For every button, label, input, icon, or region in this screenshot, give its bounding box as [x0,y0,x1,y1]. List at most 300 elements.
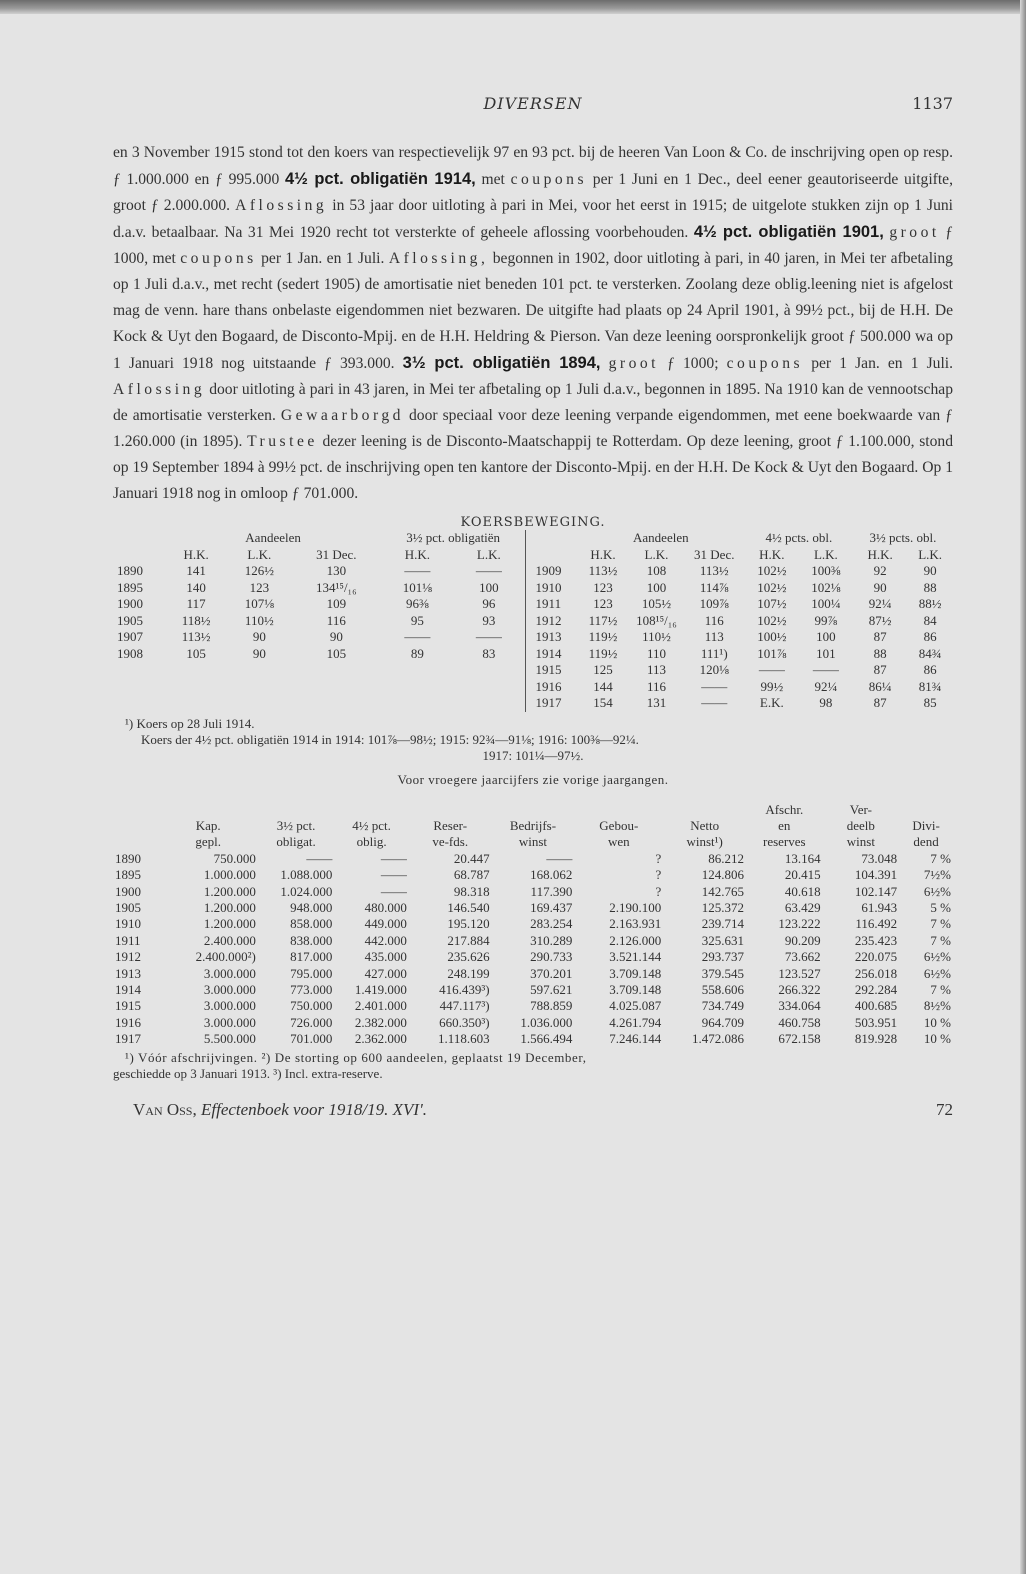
table-cell: —— [404,563,431,578]
paragraph [113,140,953,507]
table-row [113,867,953,883]
table-cell: 169.437 [530,899,573,915]
column-header: oblig. [356,834,387,850]
column-header: H.K. [404,546,431,562]
table-cell: 2.163.931 [609,916,662,932]
table-cell: 116.492 [855,916,898,932]
table-cell: 113½ [588,563,618,578]
table-cell: 90 [329,629,343,644]
spaced-term: Aflossing [113,381,206,398]
table-cell: 325.631 [701,932,745,948]
column-header [492,802,575,818]
table-cell: 1.024.000 [280,883,333,899]
table-cell: 109 [326,596,347,611]
table-cell: 449.000 [364,916,407,932]
year-cell: 1917 [535,695,562,710]
group-header: Aandeelen [245,530,301,545]
table-cell: 90 [252,645,266,661]
group-header: Aandeelen [633,530,689,545]
table-cell: 113½ [181,629,211,644]
table-cell: 239.714 [701,916,745,932]
column-header: Kap. [195,817,221,833]
spaced-term: Aflossing [235,197,328,214]
table-cell: 116 [646,678,666,694]
section-heading-4half-1901: 4½ pct. obligatiën 1901, [693,223,884,241]
table-cell: 819.928 [854,1031,898,1047]
table-cell: 98 [819,695,833,710]
table-row [113,982,953,998]
table-cell: 3.709.148 [609,965,662,981]
text-run: met [475,171,511,188]
year-cell: 1913 [115,965,141,981]
table-cell: 1.566.494 [520,1031,573,1047]
table-cell: 100½ [757,629,787,644]
spaced-term: Aflossing, [388,250,489,267]
column-header [334,802,408,818]
table-cell: 1.000.000 [203,867,256,883]
table-row [113,629,525,646]
table-cell: 4.025.087 [609,998,662,1014]
table-cell: 141 [186,563,206,578]
spaced-term: Trustee [247,433,318,450]
year-cell: 1905 [117,612,143,628]
table-cell: 4.261.794 [609,1014,662,1030]
koersbeweging-left [113,530,526,712]
year-cell: 1911 [115,932,141,948]
table-cell: E.K. [759,695,784,710]
table-row [113,1015,953,1031]
note-line: Koers der 4½ pct. obligatiën 1914 in 1914: 101⅞—98½; 1915: 92¾—91⅛; 1916: 100⅜—92¼. [141,731,639,747]
table-cell: 86 [923,662,937,677]
table-cell: 86.212 [708,850,745,866]
table-cell: 293.737 [701,949,745,965]
table-cell: 334.064 [778,998,821,1014]
table-cell: 117½ [588,612,618,628]
footnote: geschiedde op 3 Januari 1913. ³) Incl. extra-reserve. [113,1065,383,1081]
table-cell: 100 [816,629,836,644]
scan-right-edge [1020,0,1026,1574]
table-cell: 92 [873,563,887,578]
column-header: reserves [763,834,806,850]
text-run: begonnen in 1902, door uitloting à pari, in 40 jaren, in Mei ter afbetaling op 1 Juli d.a.v., met recht (sedert 1905) de amortisatie niet beneden 101 pct. te versterken. Zoolang deze oblig.leening niet is afgelost mag de venn. hare thans onbelaste eigendommen niet bezwaren. De uitgifte had plaats op 24 April 1901, à 99½ pct., bij de H.H. De Kock & Uyt den Bogaard, de Disconto-Mpij. en de H.H. Heldring & Pierson. Van deze leening oorspronkelijk groot ƒ 500.000 wa op 1 Januari 1918 nog uitstaande ƒ 393.000. [113,250,953,372]
koersbeweging-table [113,530,953,712]
table-cell: 109⅞ [699,596,729,611]
column-header: Ver- [849,801,872,817]
table-row [532,629,953,646]
year-cell: 1900 [115,883,141,899]
table-cell: 248.199 [447,965,490,981]
table-row [532,646,953,663]
table-cell: 292.284 [854,981,898,997]
column-header: winst [846,834,875,850]
body-text [113,140,953,507]
column-header-row [532,547,953,564]
table-cell: 3.000.000 [203,981,256,997]
column-header: Gebou- [599,817,639,833]
group-header-row [532,530,953,547]
table-row [113,900,953,916]
column-header: gepl. [195,834,221,850]
table-cell: 117.390 [530,883,573,899]
table-cell: 61.943 [861,899,898,915]
table-cell: —— [475,629,502,644]
table-cell: 87 [873,662,887,677]
table-cell: 102⅛ [811,579,841,595]
year-cell: 1907 [117,629,143,644]
table-cell: 3.000.000 [203,998,256,1014]
spaced-term: Gewaarborgd [280,407,404,424]
table-cell: —— [380,867,407,883]
table-cell: 220.075 [854,949,898,965]
table-cell: —— [475,563,502,578]
koers-notes [113,716,953,788]
table-cell: 111¹) [700,645,728,661]
group-header: 4½ pcts. obl. [765,530,833,545]
book-title: Effectenboek voor 1918/19. [200,1099,389,1119]
table-cell: 7 % [930,916,951,932]
text-run: en 3 November 1915 stond tot den koers van respectievelijk 97 en 93 pct. bij de heeren Van Loon & Co. de inschrijving open op resp. ƒ 1.000.000 en ƒ 995.000 [113,144,953,188]
column-header: Bedrijfs- [509,817,557,833]
column-header-row [113,547,525,564]
table-row [113,646,525,663]
table-cell: 3.709.148 [609,981,662,997]
table-row [113,851,953,867]
table-row [113,580,525,597]
spaced-term: groot [889,224,940,241]
table-row [113,933,953,949]
year-cell: 1914 [535,645,562,661]
year-cell: 1915 [535,662,562,677]
year-cell: 1900 [117,596,143,611]
table-cell: 435.000 [364,949,407,965]
table-cell: 100 [479,579,499,595]
table-cell: 101⅞ [757,645,787,661]
table-cell: 86 [923,629,937,644]
table-cell: 108 [646,563,667,578]
text-run: door uitloting à pari in 43 jaren, in Mei ter afbetaling op 1 Juli d.a.v., begonnen in 1895. Na 1910 kan de vennootschap de amortisatie versterken. [113,381,953,424]
table-cell: 90.209 [784,932,821,948]
table-cell: 283.254 [530,916,573,932]
table-cell: 6½% [923,965,951,981]
column-header: obligat. [276,834,316,850]
column-header: H.K. [867,546,893,562]
section-heading-3half-1894: 3½ pct. obligatiën 1894, [402,354,601,372]
group-header: 3½ pcts. obl. [869,530,937,545]
table-cell: 788.859 [530,998,573,1014]
table-cell: 773.000 [290,981,333,997]
text-run: dezer leening is de Disconto-Maatschappij te Rotterdam. Op deze leening, groot ƒ 1.100.000, stond op 19 September 1894 à 99½ pct. de inschrijving open ten kantore der Disconto-Mpij. en der H.H. De Kock & Uyt den Bogaard. Op 1 Januari 1918 nog in omloop ƒ 701.000. [113,433,954,502]
column-header: wen [607,834,630,850]
table-cell: 113 [704,629,724,644]
table-cell: 1.200.000 [203,899,256,915]
table-cell: 750.000 [213,850,256,866]
table-cell: 817.000 [290,949,333,965]
table-cell: 480.000 [364,899,407,915]
table-cell: 107½ [757,596,787,611]
table-cell: 108¹⁵/₁₆ [636,612,677,628]
table-cell: 7 % [930,981,951,997]
table-cell: 84¾ [918,645,942,661]
table-cell: 99½ [760,678,784,694]
table-cell: 101 [816,645,836,661]
table-cell: 6½% [923,949,951,965]
table-cell: 168.062 [530,867,573,883]
table-cell: 110½ [244,612,274,628]
table-cell: 118½ [181,612,211,628]
page [113,90,953,1124]
column-header: L.K. [476,546,501,562]
table-cell: 2.190.100 [609,899,662,915]
sheet-number: 72 [936,1099,953,1119]
spaced-term: coupons [180,250,257,267]
table-cell: 96⅜ [406,596,429,611]
table-cell: 750.000 [290,998,333,1014]
table-cell: 7 % [930,850,951,866]
table-cell: 119½ [588,645,618,661]
text-run: door speciaal voor deze leening verpande eigendommen, met eene boekwaarde van ƒ 1.260.000 (in 1895). [113,407,953,450]
running-head [113,90,953,120]
column-header [113,802,159,818]
table-cell: 117 [186,596,206,611]
column-header: Afschr. [765,801,804,817]
table-cell: 131 [646,695,667,710]
column-header: L.K. [918,546,943,562]
volume: XVI'. [392,1099,427,1119]
table-cell: 126½ [244,563,274,578]
table-cell: 858.000 [290,916,333,932]
table-cell: 734.749 [701,998,745,1014]
table-cell: 102½ [757,563,787,578]
table-cell: 1.472.086 [692,1031,745,1047]
table-row [113,563,525,580]
table-cell: 266.322 [778,981,821,997]
year-cell: 1912 [535,612,562,628]
table-cell: 102½ [757,579,787,595]
table-cell: —— [546,850,573,866]
column-header: 4½ pct. [352,817,391,833]
column-header: L.K. [813,546,838,562]
table-cell: 99⅞ [814,612,838,628]
table-cell: 85 [923,695,937,710]
table-cell: 2.400.000 [203,932,256,948]
column-header-row [113,834,953,850]
table-cell: 102.147 [854,883,898,899]
table-cell: 110 [646,645,666,661]
table-cell: 88½ [918,596,942,611]
spaced-term: coupons [510,171,588,188]
table-cell: 1.200.000 [203,916,256,932]
page-number: 1137 [912,94,953,113]
table-row [113,884,953,900]
table-cell: 726.000 [290,1014,333,1030]
table-cell: 948.000 [290,899,333,915]
table-cell: 120⅛ [699,662,729,677]
table-cell: 110½ [642,629,671,644]
spaced-term: coupons [726,355,804,372]
column-header: 31 Dec. [316,546,357,562]
table-cell: 87½ [868,612,892,628]
column-header: H.K. [590,546,616,562]
page-footer [113,1100,953,1124]
table-cell: 101⅛ [402,579,433,595]
text-run: ƒ 1000; [659,355,727,372]
table-cell: 20.415 [784,867,821,883]
year-cell: 1909 [535,563,562,578]
table-cell: 597.621 [530,981,573,997]
table-cell: 154 [593,695,613,710]
table-cell: 2.126.000 [609,932,662,948]
running-title: DIVERSEN [483,94,583,113]
table-row [113,1031,953,1047]
column-header [113,834,159,850]
table-cell: 195.120 [447,916,490,932]
column-header: deelb [846,817,875,833]
footnote: ¹) Vóór afschrijvingen. ²) De storting op 600 aandeelen, geplaatst 19 December, [125,1049,587,1065]
table-cell: 3.000.000 [203,1014,256,1030]
table-cell: 7½% [923,867,951,883]
table-cell: 1.200.000 [203,883,256,899]
table-cell: 660.350³) [439,1014,490,1030]
column-header: H.K. [759,546,785,562]
table-cell: 119½ [588,629,618,644]
table-cell: 503.951 [854,1014,898,1030]
table-cell: 90 [252,629,266,644]
table-cell: ? [655,850,662,866]
table-cell: 81¾ [918,678,942,694]
note-line: 1917: 101¼—97½. [482,747,584,763]
table-cell: 701.000 [290,1031,333,1047]
column-header: en [778,817,791,833]
group-header-row [113,530,525,547]
column-header: dend [913,834,939,850]
table-cell: 140 [186,579,206,595]
table-cell: 113½ [699,563,729,578]
column-header: winst¹) [686,834,723,850]
book-reference [133,1100,427,1120]
table-cell: 123.222 [778,916,821,932]
text-run: in 53 jaar door uitloting à pari in Mei, voor het eerst in 1915; de uitgelote stukken zijn op 1 Juni d.a.v. betaalbaar. Na 31 Mei 1920 recht tot versterkte of geheele aflossing voorbehouden. [113,197,953,241]
table-cell: 2.362.000 [354,1031,407,1047]
footnote: ¹) Koers op 28 Juli 1914. [125,715,255,731]
table-cell: 1.036.000 [520,1014,573,1030]
table-cell: 105 [326,645,347,661]
table-cell: —— [380,850,407,866]
year-cell: 1911 [535,596,562,611]
column-header: 3½ pct. [276,817,316,833]
table-cell: 87 [873,695,887,710]
table-row [113,916,953,932]
year-cell: 1914 [115,981,141,997]
table-cell: 100 [646,579,667,595]
table-cell: 40.618 [784,883,821,899]
section-heading-4half-1914: 4½ pct. obligatiën 1914, [285,170,476,188]
table-cell: 838.000 [290,932,333,948]
table-cell: 86¼ [868,678,892,694]
table-cell: 427.000 [364,965,407,981]
table-cell: 92¼ [868,596,892,611]
table-cell: —— [380,883,407,899]
table-cell: —— [404,629,431,644]
table-row [532,596,953,613]
year-cell: 1910 [535,579,562,595]
column-header: H.K. [183,546,209,562]
earlier-years-note: Voor vroegere jaarcijfers zie vorige jaargangen. [397,771,669,787]
table-cell: 123 [249,579,270,595]
table-row [532,679,953,696]
table-cell: ? [655,867,662,883]
table-cell: 63.429 [784,899,821,915]
koersbeweging-title: KOERSBEWEGING. [460,515,606,530]
spaced-term: groot [608,355,660,372]
table-cell: 2.401.000 [354,998,407,1014]
table-cell: 7.246.144 [609,1031,662,1047]
table-cell: 84 [923,612,937,628]
financial-footnotes [113,1050,953,1082]
table-cell: 558.606 [701,981,745,997]
table-row [113,949,953,965]
author: Van Oss, [133,1099,197,1119]
year-cell: 1915 [115,998,141,1014]
table-cell: 134¹⁵/₁₆ [316,579,357,595]
table-cell: 217.884 [447,932,490,948]
table-cell: 104.391 [854,867,898,883]
column-header: L.K. [247,546,272,562]
column-header [899,802,953,818]
table-cell: 83 [482,645,496,661]
table-cell: 68.787 [453,867,490,883]
year-cell [532,547,577,564]
table-cell: 73.662 [784,949,821,965]
column-header: Divi- [912,817,940,833]
year-cell [113,547,164,564]
table-cell: 144 [593,678,613,694]
column-header [574,802,663,818]
year-cell: 1910 [115,916,141,932]
table-cell: 400.685 [854,998,898,1014]
table-cell: 2.382.000 [354,1014,407,1030]
table-row [532,563,953,580]
table-cell: 123 [593,596,613,611]
column-header: ve-fds. [432,834,469,850]
table-cell: 105½ [641,596,672,611]
table-cell: 235.423 [854,932,898,948]
column-header [663,802,746,818]
table-cell: 310.289 [530,932,573,948]
table-cell: 88 [923,579,937,595]
table-cell: 73.048 [861,850,898,866]
text-run: ƒ 1000, met [113,224,954,267]
table-row [113,998,953,1014]
table-cell: 123 [593,579,613,595]
table-cell: —— [812,662,839,677]
table-cell: 124.806 [701,867,745,883]
table-cell: 93 [482,612,496,628]
table-cell: 130 [326,563,347,578]
table-row [113,966,953,982]
table-row [532,613,953,630]
table-cell: 1.118.603 [438,1031,490,1047]
table-cell: 379.545 [701,965,745,981]
column-header [258,802,335,818]
year-cell: 1913 [535,629,562,644]
table-cell: 5 % [930,899,951,915]
table-cell: 290.733 [530,949,573,965]
table-cell: 2.400.000²) [195,949,256,965]
koers-table-right [532,530,953,712]
table-row [532,580,953,597]
table-row [113,613,525,630]
table-cell: 235.626 [447,949,490,965]
